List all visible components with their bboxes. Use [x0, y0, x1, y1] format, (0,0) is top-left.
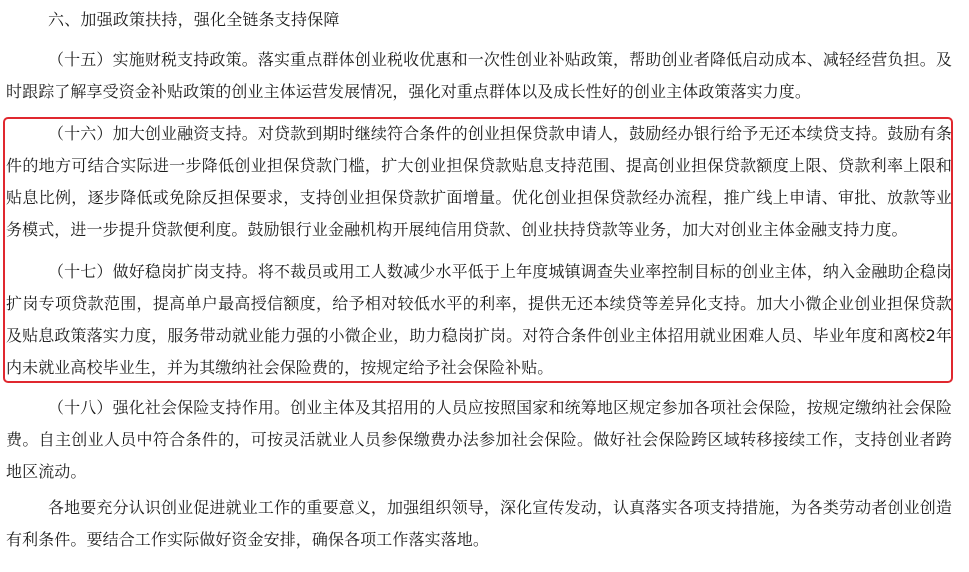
paragraph-job-stabilization-support: （十七）做好稳岗扩岗支持。将不裁员或用工人数减少水平低于上年度城镇调查失业率控制目标的创业主体，纳入金融助企稳岗扩岗专项贷款范围，提高单户最高授信额度，给予相对较低水平的利率，提供无还本续贷等差异化支持。加大小微企业创业担保贷款及贴息政策落实力度，服务带动就业能力强的小微企业，助力稳岗扩岗。对符合条件创业主体招用就业困难人员、毕业年度和离校2年内未就业高校毕业生，并为其缴纳社会保险费的，按规定给予社会保险补贴。	[6, 262, 952, 377]
section-heading: 六、加强政策扶持，强化全链条支持保障	[48, 10, 340, 29]
paragraph-financing-support: （十六）加大创业融资支持。对贷款到期时继续符合条件的创业担保贷款申请人，鼓励经办银行给予无还本续贷支持。鼓励有条件的地方可结合实际进一步降低创业担保贷款门槛，扩大创业担保贷款贴息支持范围、提高创业担保贷款额度上限、贷款利率上限和贴息比例，逐步降低或免除反担保要求，支持创业担保贷款扩面增量。优化创业担保贷款经办流程，推广线上申请、审批、放款等业务模式，进一步提升贷款便利度。鼓励银行业金融机构开展纯信用贷款、创业扶持贷款等业务，加大对创业主体金融支持力度。	[6, 124, 952, 239]
paragraph-social-insurance-support: （十八）强化社会保险支持作用。创业主体及其招用的人员应按照国家和统筹地区规定参加各项社会保险，按规定缴纳社会保险费。自主创业人员中符合条件的，可按灵活就业人员参保缴费办法参加社会保险。做好社会保险跨区域转移接续工作，支持创业者跨地区流动。	[6, 398, 952, 481]
paragraph-fiscal-tax-support: （十五）实施财税支持政策。落实重点群体创业税收优惠和一次性创业补贴政策，帮助创业者降低启动成本、减轻经营负担。及时跟踪了解享受资金补贴政策的创业主体运营发展情况，强化对重点群体以及成长性好的创业主体政策落实力度。	[6, 50, 952, 101]
paragraph-closing: 各地要充分认识创业促进就业工作的重要意义，加强组织领导，深化宣传发动，认真落实各项支持措施，为各类劳动者创业创造有利条件。要结合工作实际做好资金安排，确保各项工作落实落地。	[6, 498, 952, 549]
